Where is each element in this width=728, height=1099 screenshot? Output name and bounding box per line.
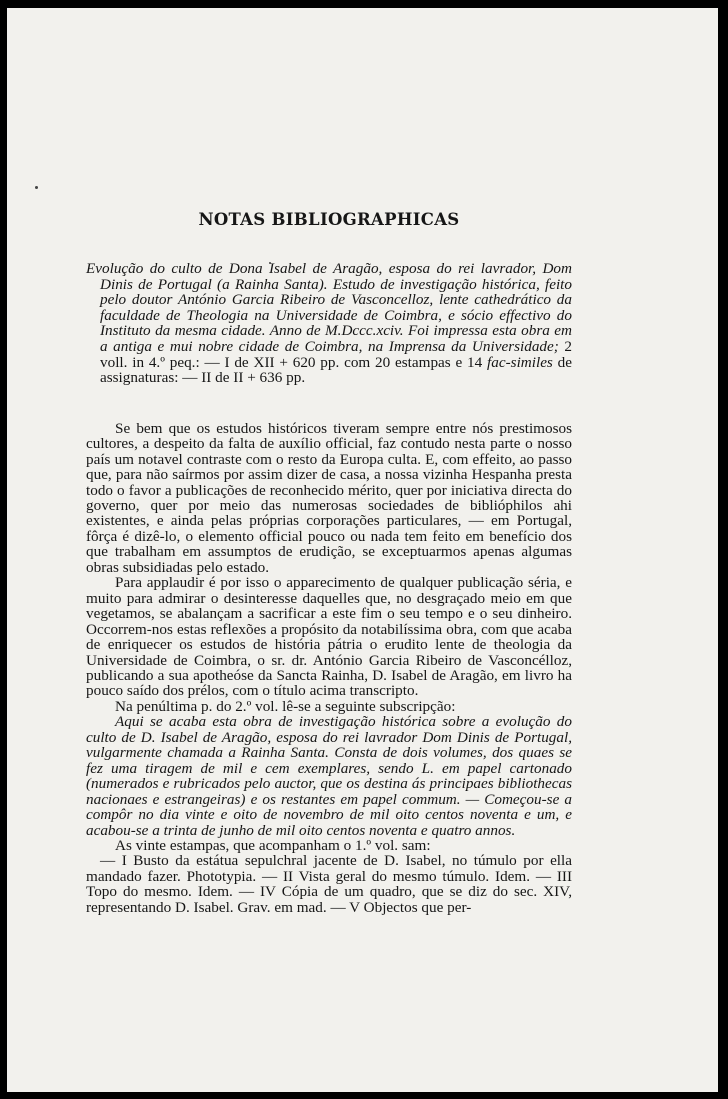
review-text bbox=[86, 421, 572, 916]
article-body bbox=[86, 210, 572, 915]
entry-title: Evolução do culto de Dona Isabel de Aragão, esposa do rei lavrador, Dom Dinis de Portugal (a Rainha Santa). Estudo de investigação histórica, feito pelo doutor António Garcia Ribeiro de Vasconcelloz, lente cathedrático da faculdade de Theologia na Universidade de Coimbra, e sócio effectivo do Instituto da mesma cidade. Anno de M.Dccc.xciv. Foi impressa esta obra em a antiga e mui nobre cidade de Coimbra, na Imprensa da Universidade; bbox=[86, 260, 572, 355]
page-title: NOTAS BIBLIOGRAPHICAS bbox=[198, 210, 460, 229]
paragraph: Se bem que os estudos históricos tiveram sempre entre nós prestimosos cultores, a despeito da falta de auxílio official, faz contudo nesta parte o nosso país um notavel contraste com o resto da Europa culta. E, com effeito, ao passo que, para não saírmos por assim dizer de casa, a nossa vizinha Hespanha presta todo o favor a publicações de reconhecido mérito, quer por iniciativa directa do governo, quer por meio das numerosas sociedades de biblióphilos ahi existentes, e ainda pelas próprias corporações particulares, — em Portugal, fôrça é dizê-lo, o elemento official pouco ou nada tem feito em benefício dos que trabalham em assumptos de erudição, se exceptuarmos apenas algumas obras subsidiadas pelo estado. bbox=[86, 419, 572, 576]
entry-volumes: 2 voll. in 4.º peq.: — I de XII + 620 pp. com 20 estampas e 14 bbox=[100, 337, 572, 371]
stamps-list: — I Busto da estátua sepulchral jacente de D. Isabel, no túmulo por ella mandado fazer. Phototypia. — II Vista geral do mesmo túmulo. Idem. — III Topo do mesmo. Idem. — IV Cópia de um quadro, que se diz do sec. XIV, representando D. Isabel. Grav. em mad. — V Objectos que per- bbox=[86, 852, 572, 916]
entry-facsimiles: fac-similes bbox=[487, 353, 553, 371]
paragraph: Para applaudir é por isso o apparecimento de qualquer publicação séria, e muito para admirar o desinteresse daquelles que, no desgraçado meio em que vegetamos, se abalançam a sacrificar a este fim o seu tempo e o seu dinheiro. Occorrem-nos estas reflexões a propósito da notabilíssima obra, com que acaba de enriquecer os estudos de história pátria o erudito lente de theologia da Universidade de Coimbra, o sr. dr. António Garcia Ribeiro de Vasconcélloz, publicando a sua apotheóse da Sancta Rainha, D. Isabel de Aragão, em livro ha pouco saído dos prélos, com o título acima transcripto. bbox=[86, 574, 572, 700]
bibliographic-entry bbox=[86, 261, 572, 386]
scan-speck bbox=[35, 186, 38, 189]
paragraph: As vinte estampas, que acompanham o 1.º vol. sam: bbox=[115, 836, 431, 854]
entry-volume-two: de assignaturas: — II de II + 636 pp. bbox=[100, 353, 572, 387]
paragraph: Na penúltima p. do 2.º vol. lê-se a seguinte subscripção: bbox=[115, 697, 456, 715]
subscription-quote: Aqui se acaba esta obra de investigação histórica sobre a evolução do culto de D. Isabel de Aragão, esposa do rei lavrador Dom Dinis de Portugal, vulgarmente chamada a Rainha Santa. Consta de dois volumes, dos quaes se fez uma tiragem de mil e cem exemplares, sendo L. em papel cartonado (numerados e rubricados pelo auctor, que os destina ás principaes bibliothecas nacionaes e estrangeiras) e os restantes em papel commum. — Começou-se a compôr no dia vinte e oito de novembro de mil oito centos noventa e um, e acabou-se a trinta de junho de mil oito centos noventa e quatro annos. bbox=[86, 713, 572, 839]
